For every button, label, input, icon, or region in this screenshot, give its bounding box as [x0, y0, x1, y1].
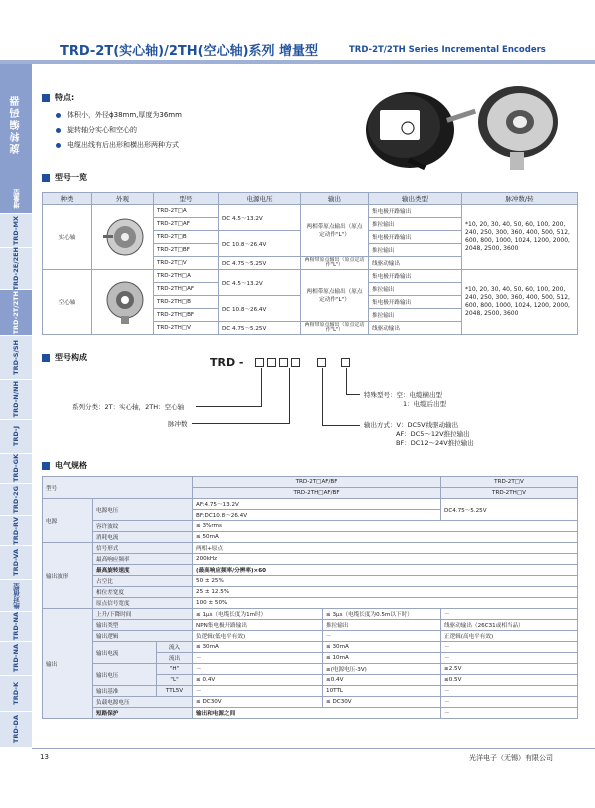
- sidebar-tab[interactable]: [0, 454, 32, 484]
- appearance-cell: [92, 205, 154, 270]
- group1-head: TRD-2TH□AF/BF: [193, 488, 441, 499]
- sidebar-tab[interactable]: [0, 676, 32, 712]
- output-type-cell: 线驱动输出: [369, 322, 462, 335]
- spec-value-a: ≤ 1μs（电缆长度为1m时）: [193, 609, 323, 620]
- spec-value-c: 线驱动输出（26C31或相当品）: [441, 620, 578, 631]
- spec-label: 信号形式: [93, 543, 193, 554]
- sidebar-tab[interactable]: [0, 580, 32, 612]
- group2-head: TRD-2TH□V: [441, 488, 578, 499]
- connector-line: [261, 368, 262, 406]
- code-box: [317, 358, 326, 367]
- output-cell: 两相带原点输出（原点定动作"L"）: [301, 322, 369, 335]
- sidebar-tab-label: TRD-N/NH: [12, 381, 20, 418]
- elec-spec-table: [42, 476, 578, 719]
- connector-line: [196, 406, 262, 407]
- voltage-cell: DC 4.75～5.25V: [219, 257, 301, 270]
- elec-heading-label: 电气规格: [55, 461, 87, 470]
- sidebar-tab-label: TRD-GK: [12, 454, 20, 483]
- bullet-icon: [56, 143, 61, 148]
- encoder-photos: [350, 78, 565, 173]
- spec-value-c: 正逻辑(高电平有效): [441, 631, 578, 642]
- sidebar-tab[interactable]: [0, 290, 32, 336]
- sidebar-tab-label: TRD-DA: [12, 715, 20, 744]
- encoder-hollow-shaft-image: [478, 86, 558, 170]
- bullet-icon: [56, 113, 61, 118]
- page-title-en: TRD-2T/2TH Series Incremental Encoders: [349, 45, 546, 55]
- spec-value: 100 ± 50%: [193, 598, 578, 609]
- spec-label: 输出类型: [93, 620, 193, 631]
- spec-value-b: 推拉输出: [323, 620, 441, 631]
- kind-cell: 实心轴: [43, 205, 92, 270]
- model-cell: TRD-2T□BF: [154, 244, 219, 257]
- structure-pulse: 脉冲数: [168, 420, 188, 428]
- spec-value-b: 10TTL: [323, 686, 441, 697]
- sidebar-tab-label: TRD-S/SH: [12, 340, 20, 375]
- connector-line: [192, 423, 290, 424]
- header-rule: [0, 60, 595, 64]
- output-cell: 两相带原点输出（原点定动作"L"）: [301, 270, 369, 322]
- col-head-output: 输出: [301, 193, 369, 205]
- sidebar-tab[interactable]: [0, 642, 32, 676]
- connector-line: [289, 368, 290, 423]
- sidebar-tab[interactable]: [0, 516, 32, 546]
- appearance-cell: [92, 270, 154, 335]
- spec-value-c: ≥2.5V: [441, 664, 578, 675]
- spec-value: 25 ± 12.5%: [193, 587, 578, 598]
- structure-prefix: TRD -: [210, 356, 244, 369]
- col-head-voltage: 电源电压: [219, 193, 301, 205]
- col-head-appearance: 外观: [92, 193, 154, 205]
- spec-value-b: ≤0.4V: [323, 675, 441, 686]
- spec-label: 输出电压: [93, 664, 157, 686]
- spec-value-a: NPN集电极开路输出: [193, 620, 323, 631]
- sidebar-tab[interactable]: [0, 484, 32, 516]
- output-group: 输出: [43, 609, 93, 719]
- spec-value-a: 输出和电源之间: [193, 708, 441, 719]
- spec-value-a: －: [193, 686, 323, 697]
- voltage-cell: DC 4.5～13.2V: [219, 205, 301, 231]
- output-type-cell: 集电极开路输出: [369, 231, 462, 244]
- output-type-cell: 集电极开路输出: [369, 296, 462, 309]
- output-type-cell: 推拉输出: [369, 283, 462, 296]
- spec-value: 200kHz: [193, 554, 578, 565]
- spec-value-c: －: [441, 642, 578, 653]
- spec-value-b: ≤ 10mA: [323, 653, 441, 664]
- output-type-cell: 推拉输出: [369, 309, 462, 322]
- sidebar-tab[interactable]: [0, 336, 32, 380]
- spec-value-b: ≥(电源电压-3V): [323, 664, 441, 675]
- pulses-cell: *10, 20, 30, 40, 50, 60, 100, 200, 240, 250, 300, 360, 400, 500, 512, 600, 800, 1000, 1024, 1200, 2000, 2048, 2500, 3600: [462, 270, 578, 335]
- structure-series: 系列分类：2T：实心轴，2TH：空心轴: [72, 403, 185, 411]
- model-cell: TRD-2TH□AF: [154, 283, 219, 296]
- feature-text: 体积小，外径ϕ38mm,厚度为36mm: [67, 111, 182, 119]
- output-cell: 两相带原点输出（原点定动作"L"）: [301, 257, 369, 270]
- model-list-heading-label: 型号一览: [55, 173, 87, 182]
- spec-label: 短路保护: [93, 708, 193, 719]
- spec-value: ≤ 50mA: [193, 532, 578, 543]
- voltage-cell: DC 4.75～5.25V: [219, 322, 301, 335]
- sidebar-tab-label: 增量型: [12, 188, 21, 209]
- voltage-cell: DC 10.8～26.4V: [219, 296, 301, 322]
- connector-line: [322, 425, 360, 426]
- spec-label: 负载电源电压: [93, 697, 193, 708]
- model-cell: TRD-2TH□A: [154, 270, 219, 283]
- output-type-cell: 推拉输出: [369, 244, 462, 257]
- structure-heading-label: 型号构成: [55, 353, 87, 362]
- encoder-thumb-image: [99, 278, 147, 324]
- sidebar-tab[interactable]: [0, 712, 32, 748]
- spec-label: 占空比: [93, 576, 193, 587]
- col-head-kind: 种类: [43, 193, 92, 205]
- model-cell: TRD-2T□A: [154, 205, 219, 218]
- page-number: 13: [40, 753, 49, 761]
- sidebar-tab-label: TRD-K: [12, 682, 20, 705]
- feature-item: [56, 110, 182, 120]
- model-head: 型号: [43, 477, 193, 499]
- spec-value-c: －: [441, 609, 578, 620]
- model-cell: TRD-2TH□B: [154, 296, 219, 309]
- footer-rule: [32, 748, 595, 749]
- connector-line: [346, 368, 347, 394]
- heading-marker-icon: [42, 354, 50, 362]
- structure-output: AF：DC5～12V推拉输出: [396, 430, 470, 438]
- code-box: [291, 358, 300, 367]
- spec-value-b: ≤ DC30V: [323, 697, 441, 708]
- spec-sublabel: 流入: [157, 642, 193, 653]
- heading-marker-icon: [42, 174, 50, 182]
- sidebar-tab-label: TRD-NA: [12, 612, 20, 641]
- model-list-table: [42, 192, 578, 335]
- feature-text: 电缆出线有后出形和横出形两种方式: [67, 141, 179, 149]
- group1-head: TRD-2T□AF/BF: [193, 477, 441, 488]
- connector-line: [322, 368, 323, 425]
- voltage-cell: DC 10.8～26.4V: [219, 231, 301, 257]
- spec-value-a: 负逻辑(低电平有效): [193, 631, 323, 642]
- power-v2: BF:DC10.8～26.4V: [193, 510, 441, 521]
- sidebar-tab[interactable]: [0, 380, 32, 420]
- sidebar-brand-label: 旋转编码器: [10, 94, 22, 154]
- sidebar-tab-label: TRD-MX: [12, 215, 20, 246]
- encoder-solid-shaft-image: [366, 92, 476, 170]
- sidebar-tab-label: TRD-VA: [12, 549, 20, 576]
- group2-head: TRD-2T□V: [441, 477, 578, 488]
- sidebar-tab-label: TRD-NA: [12, 644, 20, 673]
- power-v3: DC4.75～5.25V: [441, 499, 578, 521]
- heading-marker-icon: [42, 94, 50, 102]
- output-type-cell: 线驱动输出: [369, 257, 462, 270]
- structure-output: 输出方式：V：DC5V线驱动输出: [364, 421, 459, 429]
- spec-sublabel: "L": [157, 675, 193, 686]
- model-cell: TRD-2T□B: [154, 231, 219, 244]
- power-v1: AF:4.75～13.2V: [193, 499, 441, 510]
- sidebar-tab[interactable]: [0, 612, 32, 642]
- spec-value: (最高响应频率/分辨率)×60: [193, 565, 578, 576]
- spec-value: 50 ± 25%: [193, 576, 578, 587]
- sidebar-tab-label: TRD-J: [12, 426, 20, 447]
- spec-label: 输出基准: [93, 686, 157, 697]
- spec-value-b: －: [323, 631, 441, 642]
- spec-value-c: －: [441, 708, 578, 719]
- sidebar-tab-label: TRD-RV: [12, 516, 20, 545]
- page-title: TRD-2T(实心轴)/2TH(空心轴)系列 增量型: [60, 44, 319, 59]
- power-label: 电源电压: [93, 499, 193, 521]
- spec-sublabel: "H": [157, 664, 193, 675]
- output-type-cell: 集电极开路输出: [369, 270, 462, 283]
- spec-value-b: ≤ 3μs（电缆长度为0.5m以下时）: [323, 609, 441, 620]
- spec-value-c: －: [441, 653, 578, 664]
- wave-group: 输出波形: [43, 543, 93, 609]
- spec-value-a: ≤ 30mA: [193, 642, 323, 653]
- model-cell: TRD-2TH□BF: [154, 309, 219, 322]
- sidebar-tab[interactable]: [0, 420, 32, 454]
- spec-label: 相位差宽度: [93, 587, 193, 598]
- elec-heading: [42, 460, 87, 471]
- voltage-cell: DC 4.5～13.2V: [219, 270, 301, 296]
- spec-value-c: －: [441, 686, 578, 697]
- spec-label: 输出电流: [93, 642, 157, 664]
- code-box: [255, 358, 264, 367]
- structure-special: 特殊型号：空：电缆横出型: [364, 391, 442, 399]
- output-cell: 两相带原点输出（原点定动作"L"）: [301, 205, 369, 257]
- spec-value: 两相+原点: [193, 543, 578, 554]
- spec-label: 输出逻辑: [93, 631, 193, 642]
- sidebar-tab[interactable]: [0, 546, 32, 580]
- code-box: [341, 358, 350, 367]
- structure-heading: [42, 352, 87, 363]
- heading-marker-icon: [42, 462, 50, 470]
- output-type-cell: 集电极开路输出: [369, 205, 462, 218]
- spec-value: ≤ 3%rms: [193, 521, 578, 532]
- spec-label: 最高响应频率: [93, 554, 193, 565]
- output-type-cell: 推拉输出: [369, 218, 462, 231]
- features-heading-label: 特点:: [55, 93, 75, 102]
- sidebar-tab[interactable]: [0, 184, 32, 214]
- spec-value-a: －: [193, 664, 323, 675]
- spec-label: 原点信号宽度: [93, 598, 193, 609]
- model-cell: TRD-2TH□V: [154, 322, 219, 335]
- code-box: [267, 358, 276, 367]
- sidebar-tab-label: TRD-2E/2EH: [12, 246, 20, 291]
- code-box: [279, 358, 288, 367]
- bullet-icon: [56, 128, 61, 133]
- spec-value-a: ≤ 0.4V: [193, 675, 323, 686]
- structure-special: 1：电缆后出型: [403, 400, 447, 408]
- model-list-heading: [42, 172, 87, 183]
- sidebar-tab-label: TRD-2G: [12, 485, 20, 514]
- power-group: 电源: [43, 499, 93, 543]
- encoder-thumb-image: [99, 213, 147, 259]
- feature-text: 旋转轴分实心和空心的: [67, 126, 137, 134]
- sidebar-tab-label: TRD-2T/2TH: [12, 290, 20, 335]
- feature-item: [56, 125, 137, 135]
- pulses-cell: *10, 20, 30, 40, 50, 60, 100, 200, 240, 250, 300, 360, 400, 500, 512, 600, 800, 1000, 1024, 1200, 2000, 2048, 2500, 3600: [462, 205, 578, 270]
- company-name: 光洋电子（无锡）有限公司: [469, 754, 553, 762]
- spec-value-b: ≤ 30mA: [323, 642, 441, 653]
- sidebar-tab-label: 绝对值型: [12, 582, 21, 609]
- spec-label: 上升/下降时间: [93, 609, 193, 620]
- model-cell: TRD-2T□V: [154, 257, 219, 270]
- col-head-pulses: 脉冲数/转: [462, 193, 578, 205]
- spec-sublabel: 流出: [157, 653, 193, 664]
- connector-line: [346, 394, 360, 395]
- feature-item: [56, 140, 179, 150]
- spec-label: 容许波纹: [93, 521, 193, 532]
- sidebar-tab[interactable]: [0, 248, 32, 290]
- col-head-model: 型号: [154, 193, 219, 205]
- kind-cell: 空心轴: [43, 270, 92, 335]
- spec-label: 最高旋转速度: [93, 565, 193, 576]
- spec-label: 消耗电流: [93, 532, 193, 543]
- sidebar-brand: [0, 64, 32, 184]
- spec-value-a: －: [193, 653, 323, 664]
- sidebar-tab[interactable]: [0, 214, 32, 248]
- features-heading: [42, 92, 74, 103]
- spec-value-c: ≤0.5V: [441, 675, 578, 686]
- spec-value-a: ≤ DC30V: [193, 697, 323, 708]
- spec-sublabel: TTL5V: [157, 686, 193, 697]
- model-cell: TRD-2T□AF: [154, 218, 219, 231]
- spec-value-c: －: [441, 697, 578, 708]
- structure-output: BF：DC12～24V推拉输出: [396, 439, 474, 447]
- col-head-output-type: 输出类型: [369, 193, 462, 205]
